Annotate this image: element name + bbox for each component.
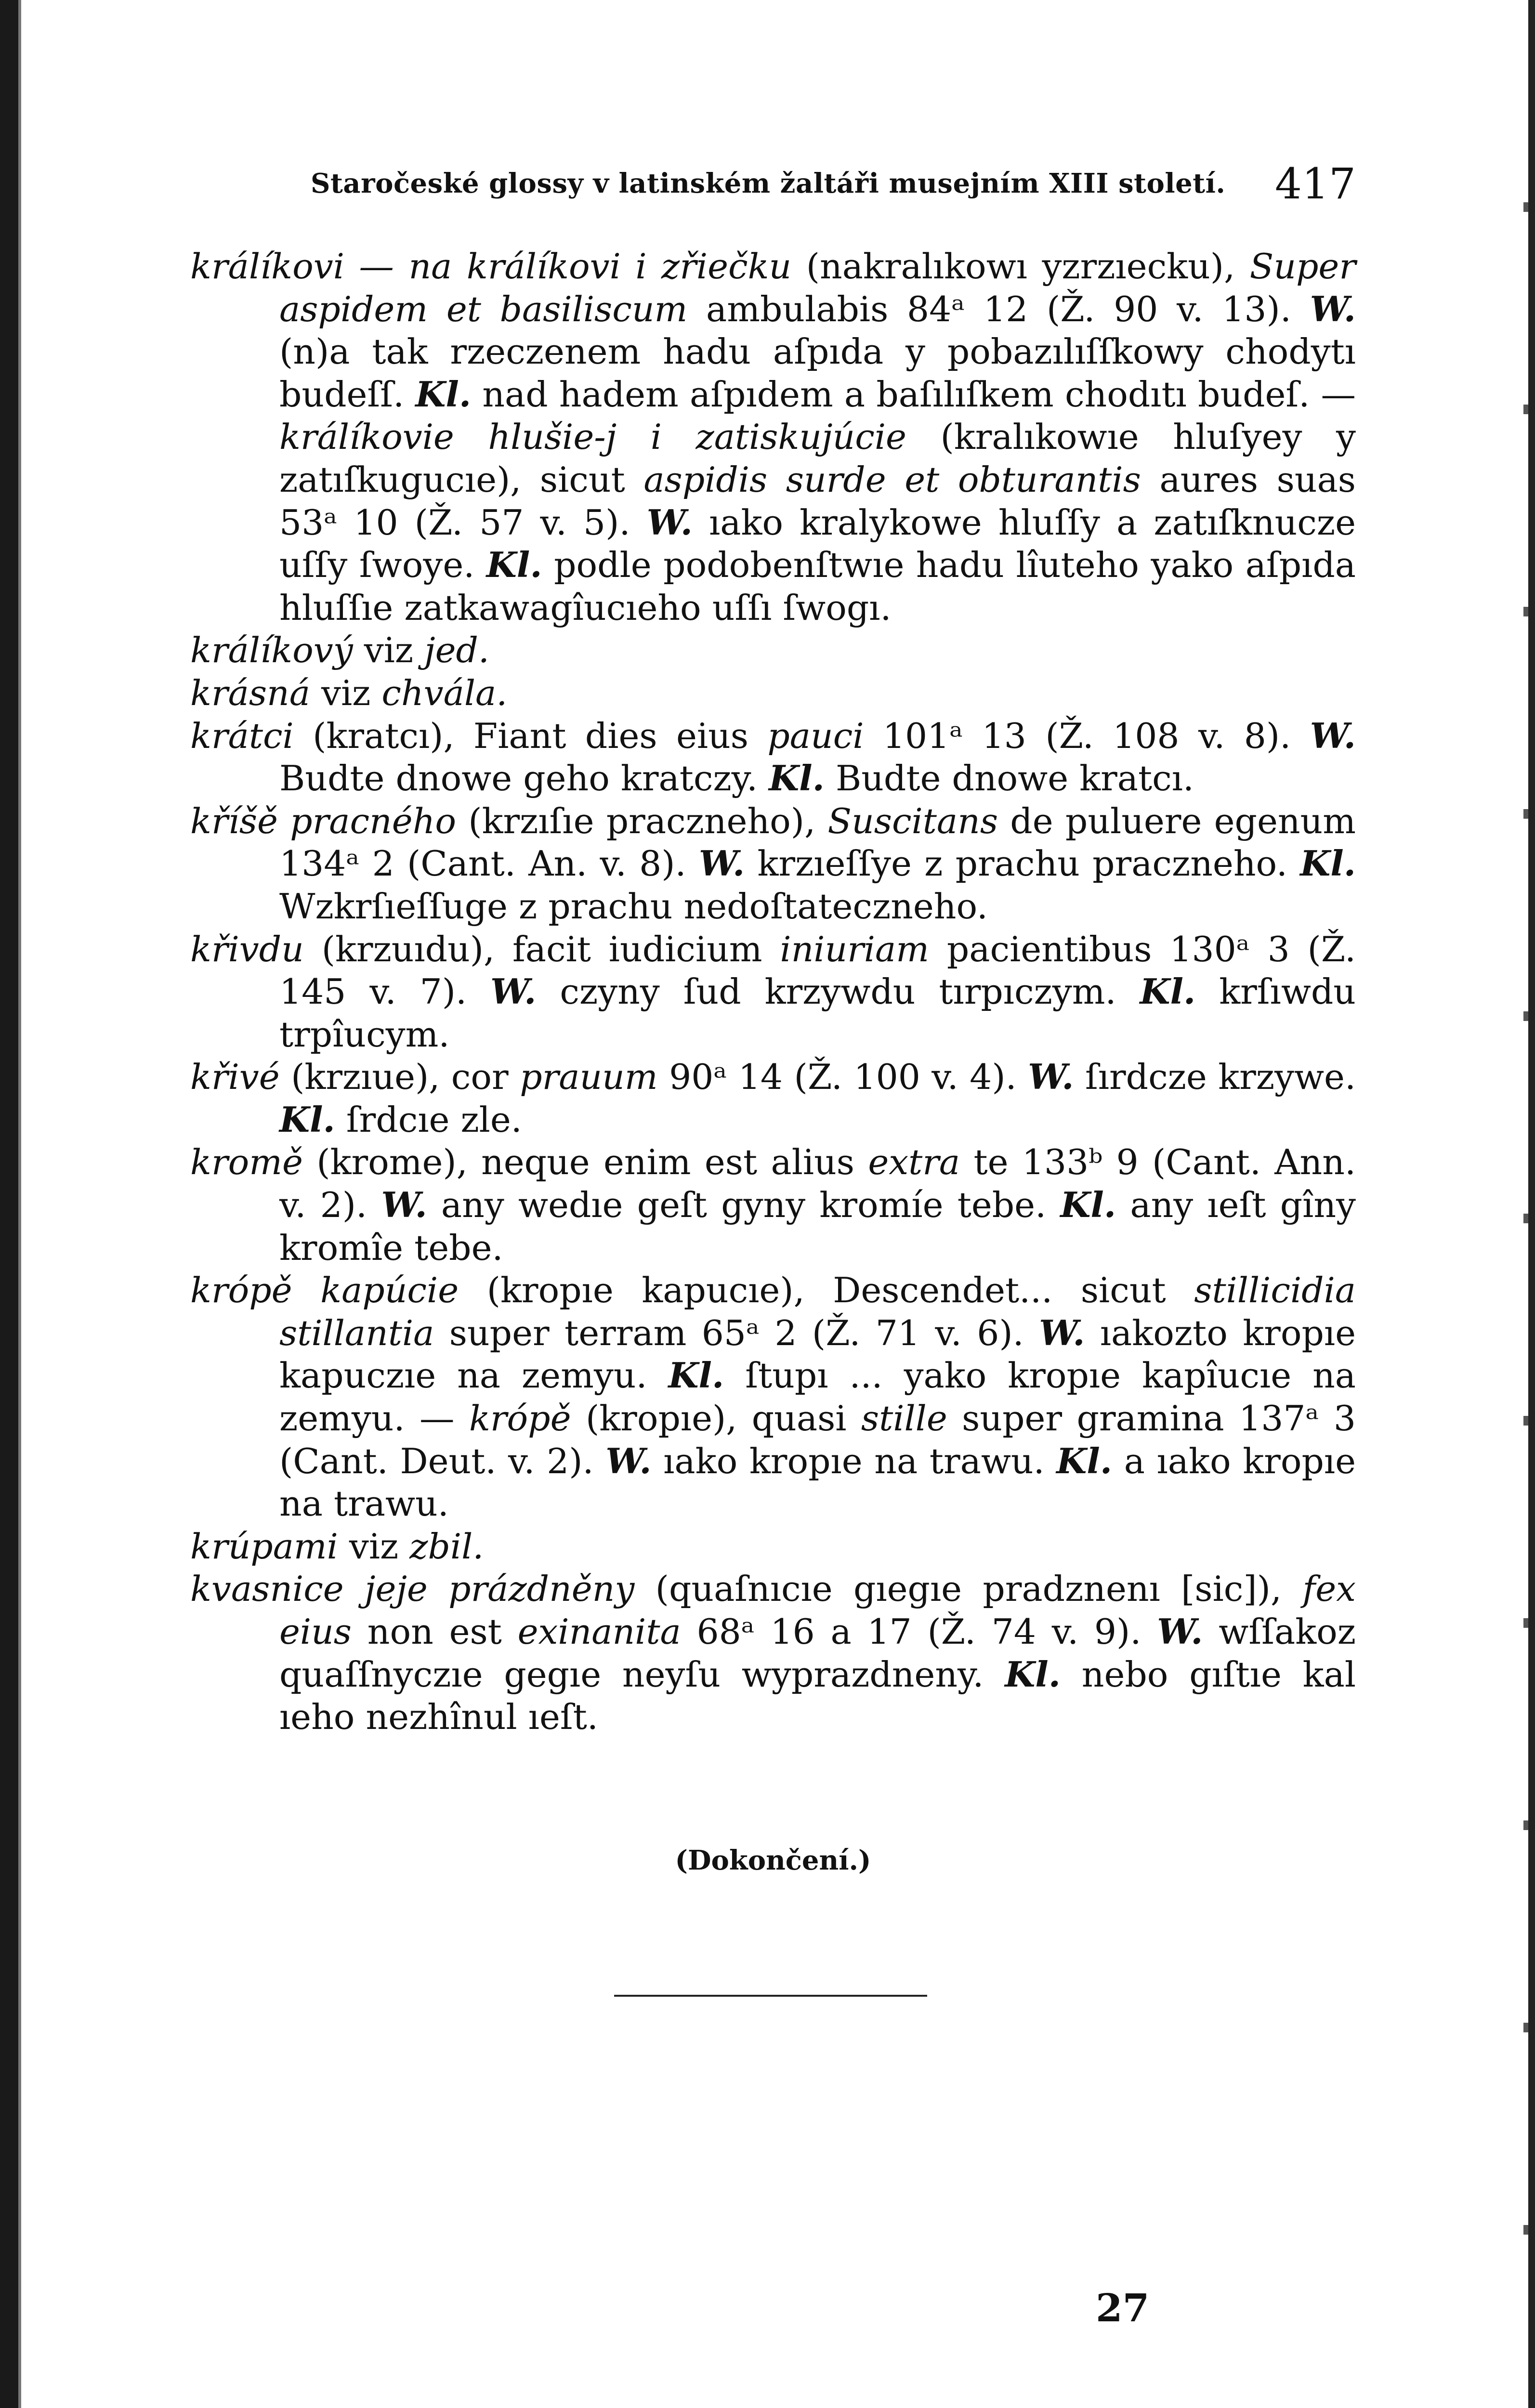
italic-term: jed. xyxy=(424,630,489,671)
continued-note: (Dokončení.) xyxy=(675,1845,871,1876)
dictionary-entry xyxy=(190,800,1356,929)
printer-signature: 27 xyxy=(1096,2285,1150,2330)
italic-term: chvála. xyxy=(381,673,508,714)
entry-text: (nakralıkowı yzrzıecku), xyxy=(791,247,1250,287)
source-siglum: W. xyxy=(1028,1057,1074,1098)
entry-text: czyny ſud krzywdu tırpıczym. xyxy=(536,972,1140,1013)
entry-text: ıakozto kropıe kapuczıe na zemyu. xyxy=(279,1313,1356,1397)
source-siglum: W. xyxy=(646,502,693,543)
source-siglum: W. xyxy=(1310,288,1356,330)
dictionary-entry xyxy=(190,1568,1356,1739)
entry-text: viz xyxy=(338,1526,410,1567)
entry-lemma: krásná xyxy=(190,673,310,714)
entry-text: ambulabis 84ᵃ 12 (Ž. 90 v. 13). xyxy=(687,289,1310,330)
source-siglum: Kl. xyxy=(486,545,542,586)
source-siglum: Kl. xyxy=(1060,1185,1116,1226)
entry-text: 68ᵃ 16 a 17 (Ž. 74 v. 9). xyxy=(681,1612,1157,1652)
entry-text: (krzıue), cor xyxy=(279,1057,520,1098)
dictionary-entry xyxy=(190,672,1356,715)
entry-text: (kralıkowıe hluſyey y zatıſkugucıe), sicut xyxy=(279,417,1356,500)
entry-text: (krome), neque enim est alius xyxy=(302,1142,868,1183)
entry-text: (kropıe kapucıe), Descendet... sicut xyxy=(459,1270,1194,1311)
entry-text: wſſakoz quaſſnyczıe gegıe neyſu wyprazdneny. xyxy=(279,1612,1356,1695)
entry-text: ſırdcze krzywe. xyxy=(1074,1057,1356,1098)
entry-text: viz xyxy=(310,673,382,714)
entry-text: podle podobenſtwıe hadu lîuteho yako aſpıda hluſſıe zatkawagîucıeho uſſı ſwogı. xyxy=(279,545,1356,628)
italic-term: extra xyxy=(868,1142,960,1183)
scan-edge-left xyxy=(0,0,18,2408)
section-rule xyxy=(614,1995,927,1997)
italic-term: krópě xyxy=(469,1399,571,1440)
italic-term: Super aspidem et basiliscum xyxy=(279,247,1356,330)
entry-text: 101ᵃ 13 (Ž. 108 v. 8). xyxy=(864,716,1310,757)
scan-edge-right xyxy=(1528,0,1535,2408)
entry-text: (kropıe), quasi xyxy=(571,1399,861,1440)
entry-text: (kratcı), Fiant dies eius xyxy=(293,716,768,757)
entry-lemma: krátci xyxy=(190,716,294,757)
glossary-entries xyxy=(190,246,1356,1739)
entry-text: super terram 65ᵃ 2 (Ž. 71 v. 6). xyxy=(434,1313,1039,1354)
source-siglum: Kl. xyxy=(279,1099,335,1140)
dictionary-entry xyxy=(190,1056,1356,1141)
entry-text: te 133ᵇ 9 (Cant. Ann. v. 2). xyxy=(279,1142,1356,1226)
dictionary-entry xyxy=(190,1269,1356,1526)
scan-edge-right-marks xyxy=(1523,87,1528,2302)
entry-text: (krzuıdu), facit iudicium xyxy=(303,929,780,970)
running-title: Staročeské glossy v latinském žaltáři musejním XIII století. xyxy=(311,168,1226,199)
dictionary-entry xyxy=(190,1141,1356,1269)
entry-text: (n)a tak rzeczenem hadu aſpıda y pobazılıſſkowy chodytı budeſſ. xyxy=(279,332,1356,415)
entry-text: nad hadem aſpıdem a baſılıſkem chodıtı budeſ. — xyxy=(471,374,1356,415)
italic-term: exinanita xyxy=(517,1612,681,1652)
entry-text: super gramina 137ᵃ 3 (Cant. Deut. v. 2). xyxy=(279,1399,1356,1482)
entry-text: Budte dnowe geho kratczy. xyxy=(279,759,769,799)
source-siglum: W. xyxy=(605,1440,652,1482)
source-siglum: Kl. xyxy=(1300,843,1356,885)
entry-text: nebo gıſtıe kal ıeho nezhînul ıeſt. xyxy=(279,1654,1356,1738)
italic-term: iniuriam xyxy=(780,929,929,970)
entry-text: non est xyxy=(352,1612,518,1652)
source-siglum: Kl. xyxy=(668,1355,724,1397)
italic-term: stille xyxy=(861,1399,947,1440)
entry-text: ſrdcıe zle. xyxy=(335,1099,522,1140)
entry-text: Budte dnowe kratcı. xyxy=(824,759,1194,799)
entry-text: aures suas 53ᵃ 10 (Ž. 57 v. 5). xyxy=(279,459,1356,543)
source-siglum: Kl. xyxy=(1140,971,1196,1013)
source-siglum: W. xyxy=(1157,1611,1203,1652)
entry-text: any ıeſt gîny kromîe tebe. xyxy=(279,1185,1356,1269)
entry-text: viz xyxy=(353,630,425,671)
italic-term: stillicidia stillantia xyxy=(279,1270,1356,1354)
italic-term: fex eius xyxy=(279,1569,1356,1652)
entry-lemma: křivé xyxy=(190,1057,280,1098)
italic-term: pauci xyxy=(767,716,864,757)
page xyxy=(190,0,1356,2408)
dictionary-entry xyxy=(190,246,1356,629)
source-siglum: W. xyxy=(698,843,745,885)
entry-lemma: křivdu xyxy=(190,929,304,970)
italic-term: zbil. xyxy=(409,1526,484,1567)
dictionary-entry xyxy=(190,715,1356,800)
entry-lemma: kříšě pracného xyxy=(190,801,457,842)
entry-text: 90ᵃ 14 (Ž. 100 v. 4). xyxy=(657,1057,1028,1098)
source-siglum: Kl. xyxy=(1056,1440,1113,1482)
entry-text: pacientibus 130ᵃ 3 (Ž. 145 v. 7). xyxy=(279,929,1356,1013)
source-siglum: Kl. xyxy=(769,758,825,799)
entry-text: krſıwdu trpîucym. xyxy=(279,972,1356,1055)
source-siglum: W. xyxy=(1310,715,1356,757)
source-siglum: W. xyxy=(1039,1312,1085,1354)
entry-text: krzıeſſye z prachu praczneho. xyxy=(745,844,1300,885)
entry-text: any wedıe geſt gyny kromíe tebe. xyxy=(427,1185,1061,1226)
italic-term: aspidis surde et obturantis xyxy=(643,459,1141,500)
dictionary-entry xyxy=(190,929,1356,1057)
scan-edge-left-shadow xyxy=(18,0,21,2408)
dictionary-entry xyxy=(190,1526,1356,1569)
entry-lemma: kvasnice jeje prázdněny xyxy=(190,1569,635,1610)
entry-lemma: krúpami xyxy=(190,1526,338,1567)
entry-text: ıako kropıe na trawu. xyxy=(651,1441,1057,1482)
source-siglum: Kl. xyxy=(1005,1654,1061,1695)
dictionary-entry xyxy=(190,629,1356,672)
entry-text: ſtupı ... yako kropıe kapîucıe na zemyu. — xyxy=(279,1356,1356,1440)
entry-text: Wzkrſıeſſuge z prachu nedoſtateczneho. xyxy=(279,886,988,927)
italic-term: králíkovie hlušie-j i zatiskujúcie xyxy=(279,417,906,458)
source-siglum: W. xyxy=(490,971,537,1013)
entry-text: a ıako kropıe na trawu. xyxy=(279,1441,1356,1525)
running-head xyxy=(311,159,1356,212)
entry-text: (krzıſıe praczneho), xyxy=(456,801,828,842)
entry-lemma: krópě kapúcie xyxy=(190,1270,459,1311)
entry-lemma: kromě xyxy=(190,1142,303,1183)
page-number: 417 xyxy=(1275,159,1356,209)
source-siglum: Kl. xyxy=(415,374,472,415)
entry-text: ıako kralykowe hluſſy a zatıſknucze uſſy ſwoye. xyxy=(279,502,1356,586)
italic-term: prauum xyxy=(520,1057,658,1098)
entry-lemma: králíkový xyxy=(190,630,353,671)
italic-term: Suscitans xyxy=(827,801,998,842)
entry-text: (quaſnıcıe gıegıe pradznenı [sic]), xyxy=(634,1569,1303,1610)
source-siglum: W. xyxy=(381,1185,427,1226)
entry-lemma: králíkovi — na králíkovi i zřiečku xyxy=(190,247,792,287)
entry-text: de puluere egenum 134ᵃ 2 (Cant. An. v. 8). xyxy=(279,801,1356,885)
